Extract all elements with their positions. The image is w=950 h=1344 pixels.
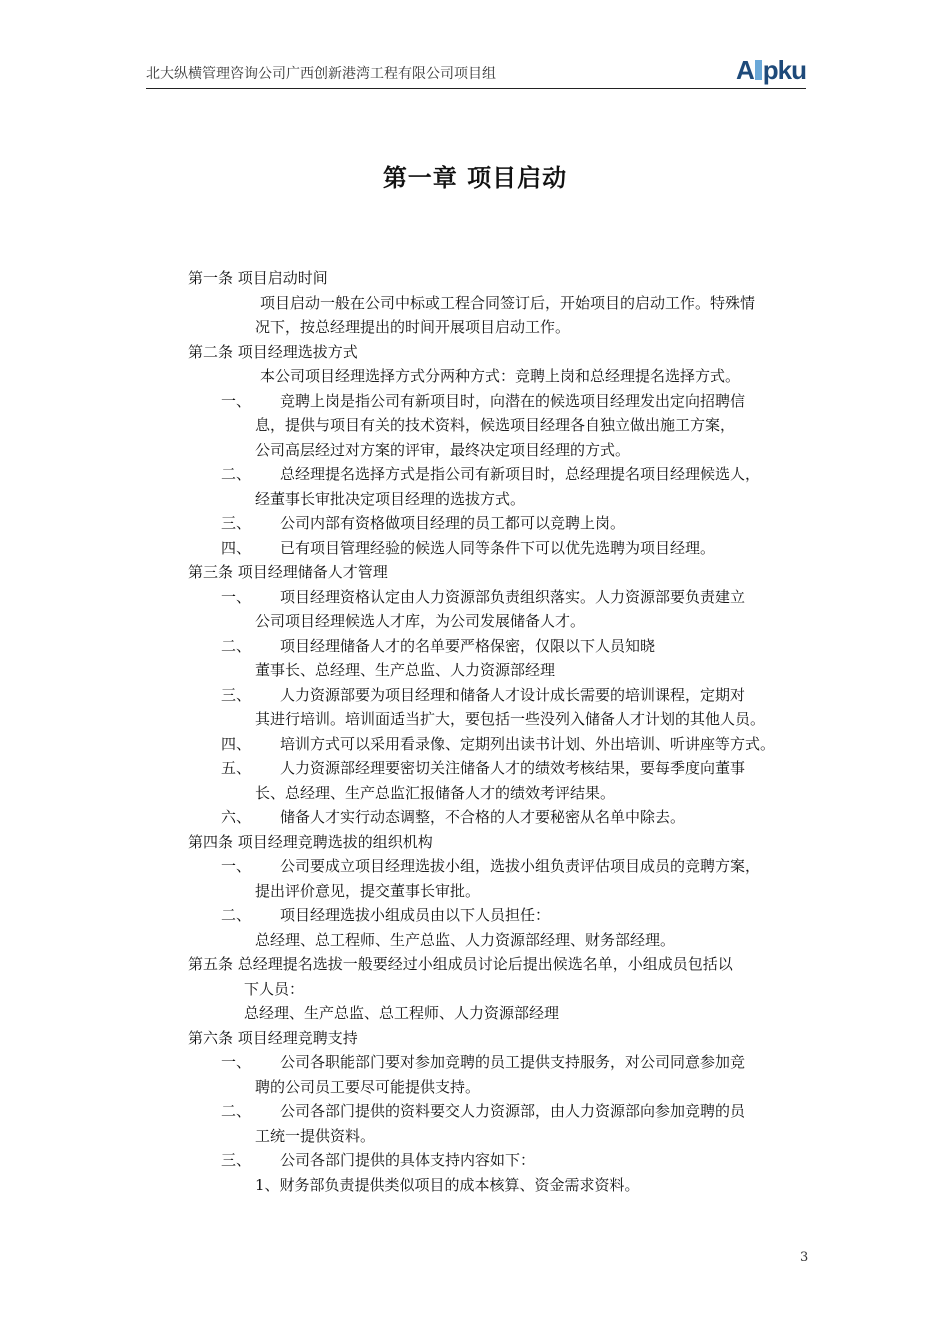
line-text: 第四条 项目经理竞聘选拔的组织机构 <box>188 832 433 851</box>
paragraph-line <box>188 781 828 806</box>
list-item-number: 二、 <box>221 636 252 655</box>
paragraph-line <box>188 707 828 732</box>
line-text: 第一条 项目启动时间 <box>188 269 328 287</box>
paragraph-line <box>188 1173 828 1198</box>
article-heading <box>188 560 828 585</box>
line-text: 第五条 总经理提名选拔一般要经过小组成员讨论后提出候选名单，小组成员包括以 <box>188 955 733 973</box>
article-heading <box>188 340 828 365</box>
page-number: 3 <box>800 1250 809 1265</box>
paragraph-line <box>188 658 828 683</box>
list-item-number: 六、 <box>221 808 252 826</box>
line-text: 息，提供与项目有关的技术资料，候选项目经理各自独立做出施工方案， <box>255 416 736 434</box>
list-item-number: 二、 <box>221 465 252 483</box>
list-item <box>188 511 828 536</box>
line-text: 公司各职能部门要对参加竞聘的员工提供支持服务，对公司同意参加竞 <box>280 1053 746 1071</box>
line-text: 竞聘上岗是指公司有新项目时，向潜在的候选项目经理发出定向招聘信 <box>280 391 746 410</box>
line-text: 1、财务部负责提供类似项目的成本核算、资金需求资料。 <box>255 1175 640 1194</box>
chapter-title: 第一章 项目启动 <box>382 163 568 192</box>
line-text: 总经理、生产总监、总工程师、人力资源部经理 <box>244 1004 560 1022</box>
paragraph-line <box>188 315 828 340</box>
list-item-number: 三、 <box>221 685 252 704</box>
line-text: 公司项目经理候选人才库，为公司发展储备人才。 <box>255 612 586 630</box>
paragraph-line <box>188 1124 828 1149</box>
line-text: 董事长、总经理、生产总监、人力资源部经理 <box>255 661 556 679</box>
list-item-number: 一、 <box>221 1053 252 1071</box>
line-text: 其进行培训。培训面适当扩大，要包括一些没列入储备人才计划的其他人员。 <box>255 710 766 728</box>
list-item-number: 四、 <box>221 734 252 753</box>
document-body <box>188 266 828 1197</box>
line-text: 长、总经理、生产总监汇报储备人才的绩效考评结果。 <box>255 783 616 802</box>
line-text: 培训方式可以采用看录像、定期列出读书计划、外出培训、听讲座等方式。 <box>280 734 776 753</box>
line-text: 总经理、总工程师、生产总监、人力资源部经理、财务部经理。 <box>255 930 676 949</box>
line-text: 提出评价意见，提交董事长审批。 <box>255 881 481 900</box>
line-text: 第三条 项目经理储备人才管理 <box>188 563 388 581</box>
list-item <box>188 756 828 781</box>
paragraph-line <box>188 928 828 953</box>
article-heading <box>188 1026 828 1051</box>
list-item <box>188 389 828 414</box>
line-text: 储备人才实行动态调整，不合格的人才要秘密从名单中除去。 <box>280 808 686 826</box>
line-text: 人力资源部要为项目经理和储备人才设计成长需要的培训课程，定期对 <box>280 685 746 704</box>
paragraph-line <box>188 609 828 634</box>
apku-logo: A pku <box>735 55 806 85</box>
paragraph-line <box>188 364 828 389</box>
line-text: 聘的公司员工要尽可能提供支持。 <box>255 1077 481 1096</box>
line-text: 项目启动一般在公司中标或工程合同签订后，开始项目的启动工作。特殊情 <box>260 293 756 312</box>
paragraph-line <box>188 487 828 512</box>
header-company-name: 北大纵横管理咨询公司广西创新港湾工程有限公司项目组 <box>146 66 496 82</box>
list-item <box>188 536 828 561</box>
list-item-number: 三、 <box>221 1151 252 1169</box>
line-text: 况下，按总经理提出的时间开展项目启动工作。 <box>255 318 571 336</box>
list-item-number: 二、 <box>221 1102 252 1120</box>
paragraph-line <box>188 413 828 438</box>
line-text: 项目经理储备人才的名单要严格保密，仅限以下人员知晓 <box>280 636 656 655</box>
list-item <box>188 585 828 610</box>
line-text: 第六条 项目经理竞聘支持 <box>188 1028 358 1047</box>
line-text: 公司高层经过对方案的评审，最终决定项目经理的方式。 <box>255 440 631 459</box>
paragraph-line <box>188 879 828 904</box>
list-item-number: 四、 <box>221 538 252 557</box>
line-text: 已有项目管理经验的候选人同等条件下可以优先选聘为项目经理。 <box>280 538 716 557</box>
list-item <box>188 732 828 757</box>
list-item <box>188 854 828 879</box>
list-item-number: 一、 <box>221 391 252 410</box>
line-text: 公司各部门提供的资料要交人力资源部，由人力资源部向参加竞聘的员 <box>280 1102 746 1120</box>
line-text: 工统一提供资料。 <box>255 1126 376 1145</box>
page-header <box>146 55 806 89</box>
paragraph-line <box>188 291 828 316</box>
line-text: 人力资源部经理要密切关注储备人才的绩效考核结果，要每季度向董事 <box>280 759 746 777</box>
list-item-number: 一、 <box>221 587 252 606</box>
line-text: 总经理提名选择方式是指公司有新项目时，总经理提名项目经理候选人， <box>280 465 761 483</box>
list-item <box>188 805 828 830</box>
line-text: 公司内部有资格做项目经理的员工都可以竞聘上岗。 <box>280 514 626 532</box>
list-item-number: 二、 <box>221 906 252 924</box>
line-text: 公司要成立项目经理选拔小组，选拔小组负责评估项目成员的竞聘方案， <box>280 857 761 875</box>
paragraph-line <box>188 1001 828 1026</box>
list-item <box>188 1099 828 1124</box>
list-item <box>188 903 828 928</box>
line-text: 项目经理资格认定由人力资源部负责组织落实。人力资源部要负责建立 <box>280 587 746 606</box>
list-item <box>188 462 828 487</box>
line-text: 第二条 项目经理选拔方式 <box>188 342 358 361</box>
list-item <box>188 1050 828 1075</box>
paragraph-line <box>188 438 828 463</box>
list-item-number: 一、 <box>221 857 252 875</box>
line-text: 项目经理选拔小组成员由以下人员担任： <box>280 906 551 924</box>
paragraph-line <box>188 977 828 1002</box>
article-heading <box>188 830 828 855</box>
list-item <box>188 1148 828 1173</box>
list-item <box>188 634 828 659</box>
line-text: 下人员： <box>244 979 305 998</box>
paragraph-line <box>188 1075 828 1100</box>
article-heading <box>188 266 828 291</box>
line-text: 本公司项目经理选择方式分两种方式：竞聘上岗和总经理提名选择方式。 <box>260 367 741 385</box>
article-heading <box>188 952 828 977</box>
list-item-number: 三、 <box>221 514 252 532</box>
line-text: 经董事长审批决定项目经理的选拔方式。 <box>255 489 526 508</box>
list-item-number: 五、 <box>221 759 252 777</box>
list-item <box>188 683 828 708</box>
line-text: 公司各部门提供的具体支持内容如下： <box>280 1151 536 1169</box>
